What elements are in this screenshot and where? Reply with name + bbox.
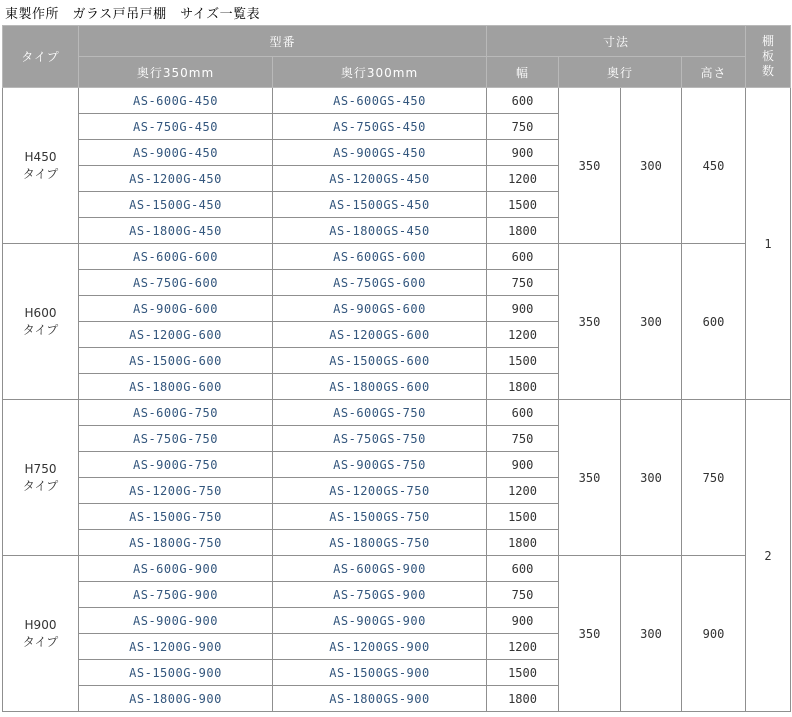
- model-300-cell: AS-1800GS-600: [273, 374, 487, 400]
- depth-300-value: 300: [621, 400, 682, 556]
- type-label: H450: [24, 149, 57, 164]
- model-300-cell: AS-1500GS-450: [273, 192, 487, 218]
- page-title: 東製作所 ガラス戸吊戸棚 サイズ一覧表: [5, 7, 261, 22]
- depth-300-value: 300: [621, 244, 682, 400]
- model-300-cell: AS-1200GS-750: [273, 478, 487, 504]
- height-value: 450: [682, 88, 746, 244]
- depth-350-value: 350: [559, 400, 621, 556]
- header-depth350mm: 奥行350mm: [79, 57, 273, 88]
- depth-300-value: 300: [621, 556, 682, 712]
- width-cell: 1200: [487, 634, 559, 660]
- model-300-cell: AS-1200GS-450: [273, 166, 487, 192]
- model-300-cell: AS-600GS-750: [273, 400, 487, 426]
- model-350-cell: AS-750G-450: [79, 114, 273, 140]
- table-row: [3, 244, 791, 270]
- width-cell: 600: [487, 244, 559, 270]
- model-300-cell: AS-900GS-750: [273, 452, 487, 478]
- table-row: [3, 400, 791, 426]
- width-cell: 750: [487, 114, 559, 140]
- shelf-count-value: 2: [746, 400, 791, 712]
- model-350-cell: AS-1500G-900: [79, 660, 273, 686]
- width-cell: 900: [487, 452, 559, 478]
- model-350-cell: AS-1800G-900: [79, 686, 273, 712]
- model-350-cell: AS-900G-900: [79, 608, 273, 634]
- model-350-cell: AS-900G-600: [79, 296, 273, 322]
- header-row-1: [3, 26, 791, 57]
- width-cell: 1200: [487, 322, 559, 348]
- type-label: H900: [24, 617, 57, 632]
- type-cell-h450: [3, 88, 79, 244]
- table-row: [3, 88, 791, 114]
- model-350-cell: AS-900G-450: [79, 140, 273, 166]
- model-350-cell: AS-1800G-450: [79, 218, 273, 244]
- type-cell-h900: [3, 556, 79, 712]
- width-cell: 900: [487, 140, 559, 166]
- model-350-cell: AS-600G-600: [79, 244, 273, 270]
- width-cell: 1800: [487, 218, 559, 244]
- type-label: タイプ: [22, 478, 59, 493]
- width-cell: 750: [487, 270, 559, 296]
- model-300-cell: AS-750GS-900: [273, 582, 487, 608]
- width-cell: 600: [487, 88, 559, 114]
- width-cell: 1500: [487, 192, 559, 218]
- type-cell-h750: [3, 400, 79, 556]
- type-cell-h600: [3, 244, 79, 400]
- type-label: タイプ: [22, 634, 59, 649]
- model-350-cell: AS-750G-900: [79, 582, 273, 608]
- model-300-cell: AS-1500GS-750: [273, 504, 487, 530]
- header-width: 幅: [487, 57, 559, 88]
- header-shelf-count: [746, 26, 791, 88]
- width-cell: 900: [487, 608, 559, 634]
- model-300-cell: AS-1200GS-900: [273, 634, 487, 660]
- model-350-cell: AS-600G-900: [79, 556, 273, 582]
- depth-300-value: 300: [621, 88, 682, 244]
- depth-350-value: 350: [559, 244, 621, 400]
- model-300-cell: AS-600GS-450: [273, 88, 487, 114]
- model-350-cell: AS-1500G-450: [79, 192, 273, 218]
- model-300-cell: AS-750GS-750: [273, 426, 487, 452]
- model-300-cell: AS-600GS-600: [273, 244, 487, 270]
- model-350-cell: AS-1200G-450: [79, 166, 273, 192]
- model-300-cell: AS-1500GS-900: [273, 660, 487, 686]
- header-type: タイプ: [3, 26, 79, 88]
- model-350-cell: AS-1200G-600: [79, 322, 273, 348]
- model-350-cell: AS-1500G-600: [79, 348, 273, 374]
- width-cell: 1800: [487, 686, 559, 712]
- model-350-cell: AS-750G-600: [79, 270, 273, 296]
- width-cell: 1200: [487, 478, 559, 504]
- shelf-count-value: 1: [746, 88, 791, 400]
- model-300-cell: AS-1800GS-750: [273, 530, 487, 556]
- header-dimensions: 寸法: [487, 26, 746, 57]
- height-value: 750: [682, 400, 746, 556]
- model-350-cell: AS-600G-450: [79, 88, 273, 114]
- depth-350-value: 350: [559, 556, 621, 712]
- width-cell: 750: [487, 426, 559, 452]
- model-350-cell: AS-1800G-750: [79, 530, 273, 556]
- model-350-cell: AS-1200G-900: [79, 634, 273, 660]
- header-row-2: [3, 57, 791, 88]
- model-350-cell: AS-900G-750: [79, 452, 273, 478]
- table-header: [3, 26, 791, 88]
- model-300-cell: AS-1500GS-600: [273, 348, 487, 374]
- header-depth300mm: 奥行300mm: [273, 57, 487, 88]
- model-300-cell: AS-750GS-450: [273, 114, 487, 140]
- width-cell: 750: [487, 582, 559, 608]
- model-300-cell: AS-1800GS-450: [273, 218, 487, 244]
- depth-350-value: 350: [559, 88, 621, 244]
- width-cell: 1500: [487, 504, 559, 530]
- table-row: [3, 556, 791, 582]
- width-cell: 1800: [487, 374, 559, 400]
- width-cell: 900: [487, 296, 559, 322]
- width-cell: 600: [487, 400, 559, 426]
- model-300-cell: AS-750GS-600: [273, 270, 487, 296]
- model-350-cell: AS-750G-750: [79, 426, 273, 452]
- model-300-cell: AS-1200GS-600: [273, 322, 487, 348]
- width-cell: 1500: [487, 348, 559, 374]
- width-cell: 1800: [487, 530, 559, 556]
- model-350-cell: AS-1200G-750: [79, 478, 273, 504]
- type-label: H750: [24, 461, 57, 476]
- model-350-cell: AS-1800G-600: [79, 374, 273, 400]
- height-value: 900: [682, 556, 746, 712]
- model-300-cell: AS-1800GS-900: [273, 686, 487, 712]
- model-350-cell: AS-600G-750: [79, 400, 273, 426]
- header-depth: 奥行: [559, 57, 682, 88]
- model-300-cell: AS-600GS-900: [273, 556, 487, 582]
- type-label: タイプ: [22, 322, 59, 337]
- size-table: [2, 25, 791, 712]
- model-300-cell: AS-900GS-900: [273, 608, 487, 634]
- header-model: 型番: [79, 26, 487, 57]
- model-350-cell: AS-1500G-750: [79, 504, 273, 530]
- type-label: タイプ: [22, 166, 59, 181]
- width-cell: 1500: [487, 660, 559, 686]
- header-height: 高さ: [682, 57, 746, 88]
- model-300-cell: AS-900GS-600: [273, 296, 487, 322]
- height-value: 600: [682, 244, 746, 400]
- header-shelf-count-label: 棚板数: [762, 34, 775, 78]
- width-cell: 1200: [487, 166, 559, 192]
- width-cell: 600: [487, 556, 559, 582]
- model-300-cell: AS-900GS-450: [273, 140, 487, 166]
- type-label: H600: [24, 305, 57, 320]
